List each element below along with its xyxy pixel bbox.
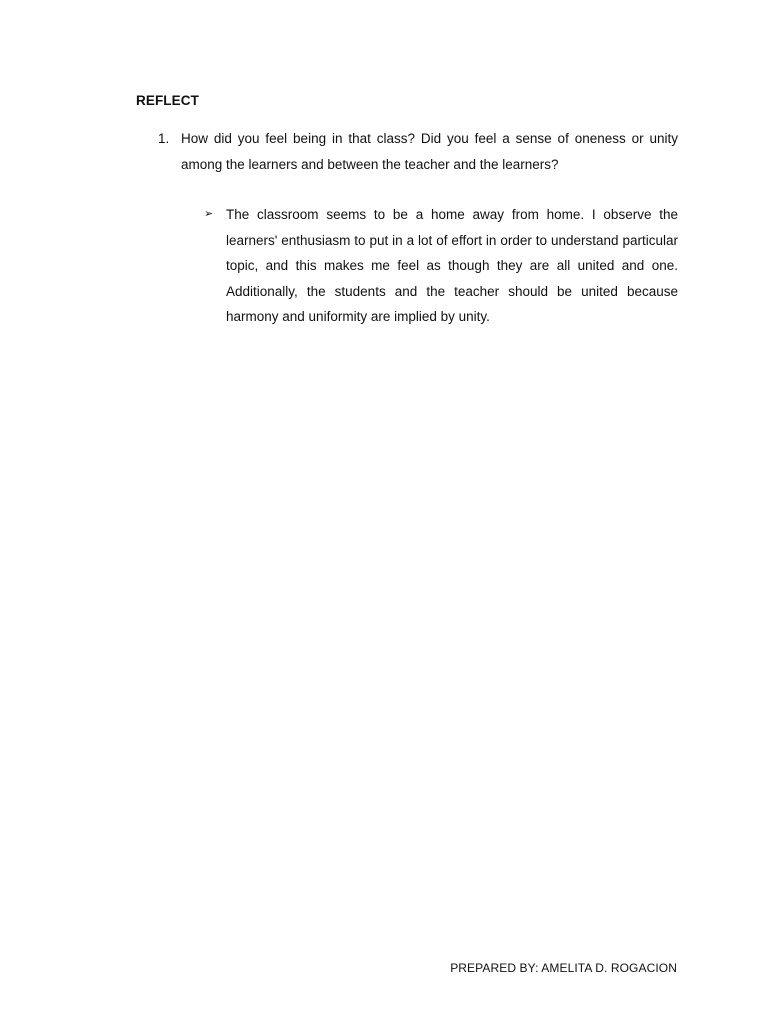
question-item [158,126,678,178]
answer-text: The classroom seems to be a home away from home. I observe the learners' enthusiasm to put in a lot of effort in order to understand particular topic, and this makes me feel as though they are all united and one. Additionally, the students and the teacher should be united because harmony and uniformity are implied by unity. [226,207,678,325]
question-text: How did you feel being in that class? Did you feel a sense of oneness or unity among the learners and between the teacher and the learners? [181,131,678,172]
answer-bullet-item [204,202,678,330]
question-number: 1. [158,131,170,146]
section-heading: REFLECT [136,93,199,108]
arrow-bullet-icon: ➢ [204,208,214,220]
prepared-by-footer: PREPARED BY: AMELITA D. ROGACION [450,961,677,975]
